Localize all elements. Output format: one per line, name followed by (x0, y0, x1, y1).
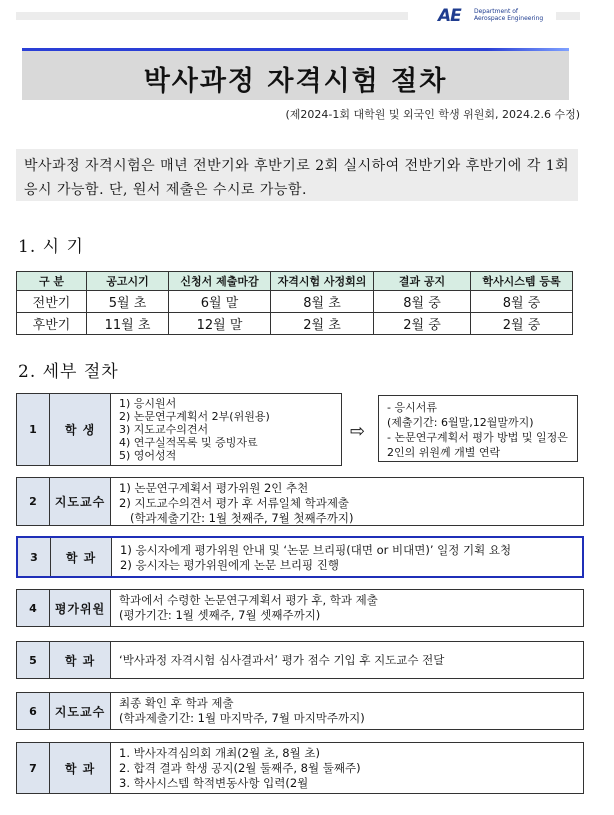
header-bar-right (556, 12, 580, 20)
step-number: 6 (17, 693, 50, 729)
page-title: 박사과정 자격시험 절차 (143, 66, 448, 97)
schedule-cell: 8월 중 (374, 291, 471, 313)
step-description (111, 394, 341, 465)
step-description (111, 743, 583, 793)
step-1 (16, 393, 342, 466)
header-bar-left (16, 12, 408, 20)
schedule-cell: 2월 초 (271, 313, 374, 335)
step-line: 2) 응시자는 평가위원에게 논문 브리핑 진행 (120, 558, 339, 572)
schedule-cell: 후반기 (17, 313, 87, 335)
step-description (112, 538, 582, 576)
step-line: 1) 응시자에게 평가위원 안내 및 ‘논문 브리핑(대면 or 비대면)’ 일정 기획 요청 (120, 543, 512, 557)
step-7 (16, 742, 584, 794)
step-line: 2) 논문연구계획서 2부(위원용) (119, 410, 270, 423)
right-arrow-icon: ⇨ (350, 421, 366, 442)
schedule-header-row (17, 272, 573, 291)
step-actor: 지도교수 (50, 693, 111, 729)
schedule-header-cell: 결과 공지 (374, 272, 471, 291)
schedule-header-cell: 구 분 (17, 272, 87, 291)
schedule-cell: 2월 중 (471, 313, 573, 335)
step-actor: 학 과 (50, 642, 111, 678)
step-line: 1. 박사자격심의회 개최(2월 초, 8월 초) (119, 746, 320, 760)
step-number: 7 (17, 743, 50, 793)
logo-line-1: Department of (474, 8, 518, 15)
logo-text (474, 8, 544, 22)
step-actor: 학 과 (51, 538, 112, 576)
step-description (111, 693, 583, 729)
schedule-cell: 전반기 (17, 291, 87, 313)
section-1-heading: 1. 시 기 (18, 237, 84, 257)
step-actor: 학 생 (50, 394, 111, 465)
schedule-cell: 2월 중 (374, 313, 471, 335)
step-line: (학과제출기간: 1월 첫째주, 7월 첫째주까지) (119, 511, 354, 525)
table-row (17, 313, 573, 335)
step-2 (16, 477, 584, 526)
step-actor: 학 과 (50, 743, 111, 793)
step-number: 3 (18, 538, 51, 576)
step-6 (16, 692, 584, 730)
section-2-heading: 2. 세부 절차 (18, 362, 119, 382)
schedule-header-cell: 신청서 제출마감 (169, 272, 271, 291)
schedule-cell: 11월 초 (87, 313, 169, 335)
step-line: 학과에서 수령한 논문연구계획서 평가 후, 학과 제출 (119, 593, 378, 607)
step-line: 4) 연구실적목록 및 증빙자료 (119, 436, 258, 449)
schedule-cell: 8월 중 (471, 291, 573, 313)
title-box (22, 48, 569, 100)
step-line: 3. 학사시스템 학적변동사항 입력(2월 (119, 776, 309, 790)
step-line: 1) 논문연구계획서 평가위원 2인 추천 (119, 481, 309, 495)
step-line: 최종 확인 후 학과 제출 (119, 696, 234, 710)
note-line: - 논문연구계획서 평가 방법 및 일정은 (387, 431, 568, 444)
step-number: 5 (17, 642, 50, 678)
step-line: (학과제출기간: 1월 마지막주, 7월 마지막주까지) (119, 711, 365, 725)
step-description (111, 590, 583, 626)
note-line: - 응시서류 (387, 401, 437, 414)
step-actor: 지도교수 (50, 478, 111, 525)
step-line: 2. 합격 결과 학생 공지(2월 둘째주, 8월 둘째주) (119, 761, 361, 775)
step-description (111, 478, 583, 525)
step-line: 1) 응시원서 (119, 397, 177, 410)
step-line: 2) 지도교수의견서 평가 후 서류일체 학과제출 (119, 496, 350, 510)
note-line: (제출기간: 6월말,12월말까지) (387, 416, 534, 429)
logo-line-2: Aerospace Engineering (474, 15, 544, 22)
logo-mark: AE (438, 6, 461, 26)
step-actor: 평가위원 (50, 590, 111, 626)
step-line: 3) 지도교수의견서 (119, 423, 209, 436)
step-line: 5) 영어성적 (119, 449, 177, 462)
step-3 (16, 536, 584, 578)
table-row (17, 291, 573, 313)
step-description (111, 642, 583, 678)
schedule-header-cell: 자격시험 사정회의 (271, 272, 374, 291)
schedule-header-cell: 학사시스템 등록 (471, 272, 573, 291)
step-5 (16, 641, 584, 679)
step-4 (16, 589, 584, 627)
step-line: ‘박사과정 자격시험 심사결과서’ 평가 점수 기입 후 지도교수 전달 (119, 652, 445, 667)
page-subtitle: (제2024-1회 대학원 및 외국인 학생 위원회, 2024.2.6 수정) (285, 108, 580, 121)
step-number: 4 (17, 590, 50, 626)
schedule-cell: 5월 초 (87, 291, 169, 313)
intro-text: 박사과정 자격시험은 매년 전반기와 후반기로 2회 실시하여 전반기와 후반기에 각 1회 응시 가능함. 단, 원서 제출은 수시로 가능함. (16, 149, 578, 201)
schedule-cell: 6월 말 (169, 291, 271, 313)
schedule-cell: 12월 말 (169, 313, 271, 335)
step-number: 1 (17, 394, 50, 465)
note-line: 2인의 위원께 개별 연락 (387, 446, 501, 459)
department-logo (438, 6, 544, 26)
schedule-cell: 8월 초 (271, 291, 374, 313)
step-number: 2 (17, 478, 50, 525)
schedule-header-cell: 공고시기 (87, 272, 169, 291)
schedule-table (16, 271, 573, 335)
step-line: (평가기간: 1월 셋째주, 7월 셋째주까지) (119, 608, 321, 622)
submission-note (378, 395, 578, 462)
